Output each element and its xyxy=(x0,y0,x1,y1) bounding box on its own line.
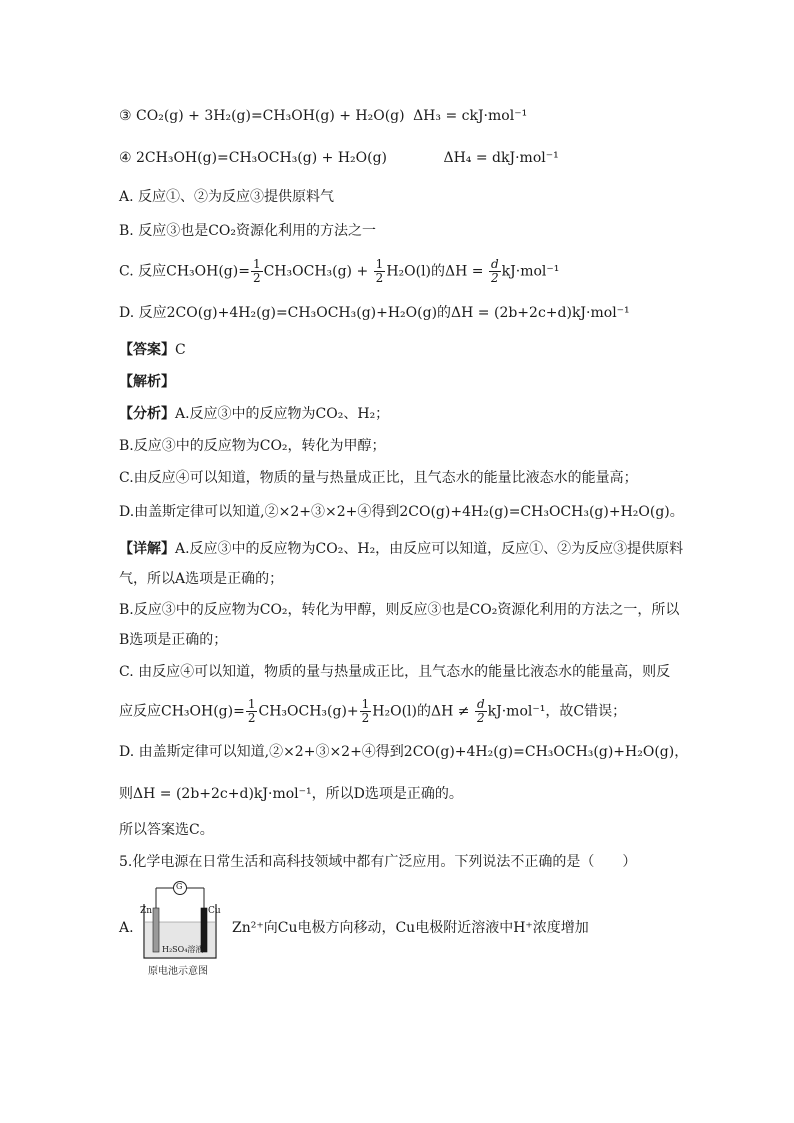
q5-option-a-letter: A. xyxy=(119,920,134,936)
option-c-mid: CH₃OCH₃(g) + xyxy=(263,263,369,280)
option-c-prefix: C. 反应CH₃OH(g)= xyxy=(119,263,250,280)
answer xyxy=(119,340,186,360)
analysis-d: D.由盖斯定律可以知道,②×2+③×2+④得到2CO(g)+4H₂(g)=CH₃OCH₃(g)+H₂O(g)。 xyxy=(119,504,684,520)
detail-a2: 气，所以A选项是正确的； xyxy=(119,571,284,587)
detail-c2-unit: kJ·mol⁻¹，故C错误； xyxy=(487,703,627,720)
fraction-denominator: 2 xyxy=(476,711,485,725)
answer-label: 【答案】 xyxy=(119,342,175,358)
zinc-electrode xyxy=(153,908,159,952)
fraction-denominator: 2 xyxy=(252,271,261,285)
detail-a1 xyxy=(119,539,683,559)
analysis-c: C.由反应④可以知道，物质的量与热量成正比，且气态水的能量比液态水的能量高； xyxy=(119,470,638,486)
detail-c1: C. 由反应④可以知道，物质的量与热量成正比，且气态水的能量比液态水的能量高，则反 xyxy=(119,664,671,680)
fraction xyxy=(246,698,258,725)
analysis-a-text: A.反应③中的反应物为CO₂、H₂； xyxy=(175,406,390,422)
option-d: D. 反应2CO(g)+4H₂(g)=CH₃OCH₃(g)+H₂O(g)的ΔH = (2b+2c+d)kJ·mol⁻¹ xyxy=(119,305,630,321)
fraction xyxy=(489,258,501,285)
galvanometer-label: G xyxy=(176,882,183,891)
equation-3-reaction: CO₂(g) + 3H₂(g)=CH₃OH(g) + H₂O(g) xyxy=(136,108,405,124)
detail-c2-mid: CH₃OCH₃(g)+ xyxy=(258,703,359,720)
fraction-denominator: 2 xyxy=(375,271,384,285)
answer-value: C xyxy=(175,342,186,358)
fraction-numerator: 1 xyxy=(247,697,256,711)
fraction-numerator: 1 xyxy=(375,257,384,271)
option-c-tail: H₂O(l)的ΔH = xyxy=(386,263,484,280)
diagram-caption: 原电池示意图 xyxy=(148,966,208,977)
fraction-numerator: 1 xyxy=(361,697,370,711)
fraction-numerator: 1 xyxy=(252,257,261,271)
option-a: A. 反应①、②为反应③提供原料气 xyxy=(119,189,335,205)
equation-4 xyxy=(119,148,559,168)
analysis-a xyxy=(119,404,389,424)
option-c-unit: kJ·mol⁻¹ xyxy=(501,263,560,280)
detail-d2: 则ΔH = (2b+2c+d)kJ·mol⁻¹，所以D选项是正确的。 xyxy=(119,786,463,802)
fraction-denominator: 2 xyxy=(361,711,370,725)
analysis-heading: 【解析】 xyxy=(119,374,175,390)
q5-option-a-text: Zn²⁺向Cu电极方向移动，Cu电极附近溶液中H⁺浓度增加 xyxy=(232,920,589,936)
detail-c2 xyxy=(119,698,626,725)
detail-label: 【详解】 xyxy=(119,541,175,557)
equation-4-enthalpy: ΔH₄ = dkJ·mol⁻¹ xyxy=(443,150,559,166)
fraction xyxy=(475,698,487,725)
galvanic-cell-diagram xyxy=(138,878,224,976)
copper-label: Cu xyxy=(208,906,221,916)
detail-b2: B选项是正确的； xyxy=(119,632,228,648)
conclusion: 所以答案选C。 xyxy=(119,822,214,838)
equation-3-enthalpy: ΔH₃ = ckJ·mol⁻¹ xyxy=(413,108,528,124)
solution-label: H₂SO₄溶液 xyxy=(162,945,204,954)
equation-4-reaction: 2CH₃OH(g)=CH₃OCH₃(g) + H₂O(g) xyxy=(136,150,388,166)
zinc-label: Zn xyxy=(140,906,153,916)
fraction xyxy=(360,698,372,725)
equation-4-number: ④ xyxy=(119,150,132,166)
fraction xyxy=(374,258,386,285)
fraction-denominator: 2 xyxy=(247,711,256,725)
question-5-stem: 5.化学电源在日常生活和高科技领域中都有广泛应用。下列说法不正确的是（ ） xyxy=(119,854,637,870)
detail-c2-tail: H₂O(l)的ΔH ≠ xyxy=(372,703,470,720)
analysis-b: B.反应③中的反应物为CO₂，转化为甲醇； xyxy=(119,438,386,454)
detail-a1-text: A.反应③中的反应物为CO₂、H₂，由反应可以知道，反应①、②为反应③提供原料 xyxy=(175,541,684,557)
fraction-numerator: d xyxy=(490,257,499,271)
detail-b1: B.反应③中的反应物为CO₂，转化为甲醇，则反应③也是CO₂资源化利用的方法之一，所以 xyxy=(119,602,680,618)
fraction-numerator: d xyxy=(476,697,485,711)
analysis-label: 【分析】 xyxy=(119,406,175,422)
detail-c2-prefix: 应反应CH₃OH(g)= xyxy=(119,703,245,720)
fraction xyxy=(251,258,263,285)
equation-3-number: ③ xyxy=(119,108,132,124)
option-c xyxy=(119,258,559,285)
equation-3 xyxy=(119,106,527,126)
fraction-denominator: 2 xyxy=(490,271,499,285)
detail-d1: D. 由盖斯定律可以知道,②×2+③×2+④得到2CO(g)+4H₂(g)=CH₃OCH₃(g)+H₂O(g)， xyxy=(119,744,689,760)
option-b: B. 反应③也是CO₂资源化利用的方法之一 xyxy=(119,223,376,239)
